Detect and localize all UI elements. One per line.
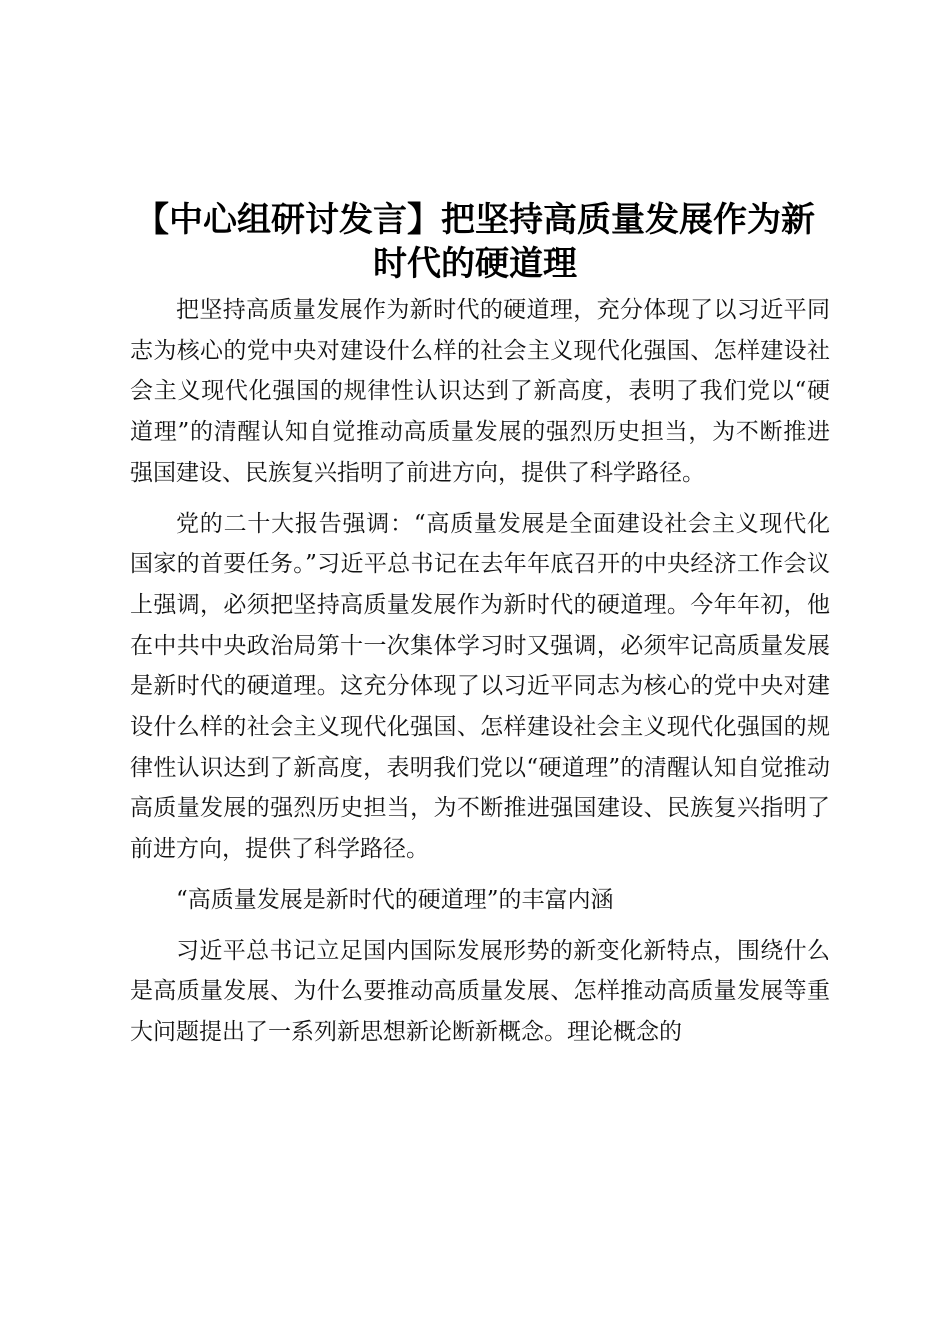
paragraph-intro: 把坚持高质量发展作为新时代的硬道理，充分体现了以习近平同志为核心的党中央对建设什么样的社会主义现代化强国、怎样建设社会主义现代化强国的规律性认识达到了新高度，表明了我们党以“硬道理”的清醒认知自觉推动高质量发展的强烈历史担当，为不断推进强国建设、民族复兴指明了前进方向，提供了科学路径。 <box>130 297 830 486</box>
document-body <box>130 290 830 1063</box>
paragraph-report: 党的二十大报告强调：“高质量发展是全面建设社会主义现代化国家的首要任务。”习近平总书记在去年年底召开的中央经济工作会议上强调，必须把坚持高质量发展作为新时代的硬道理。今年年初，他在中共中央政治局第十一次集体学习时又强调，必须牢记高质量发展是新时代的硬道理。这充分体现了以习近平同志为核心的党中央对建设什么样的社会主义现代化强国、怎样建设社会主义现代化强国的规律性认识达到了新高度，表明我们党以“硬道理”的清醒认知自觉推动高质量发展的强烈历史担当，为不断推进强国建设、民族复兴指明了前进方向，提供了科学路径。 <box>130 510 830 863</box>
section-heading: “高质量发展是新时代的硬道理”的丰富内涵 <box>176 886 614 913</box>
paragraph-content: 习近平总书记立足国内国际发展形势的新变化新特点，围绕什么是高质量发展、为什么要推动高质量发展、怎样推动高质量发展等重大问题提出了一系列新思想新论断新概念。理论概念的 <box>130 937 830 1045</box>
document-title: 【中心组研讨发言】把坚持高质量发展作为新时代的硬道理 <box>135 200 815 284</box>
